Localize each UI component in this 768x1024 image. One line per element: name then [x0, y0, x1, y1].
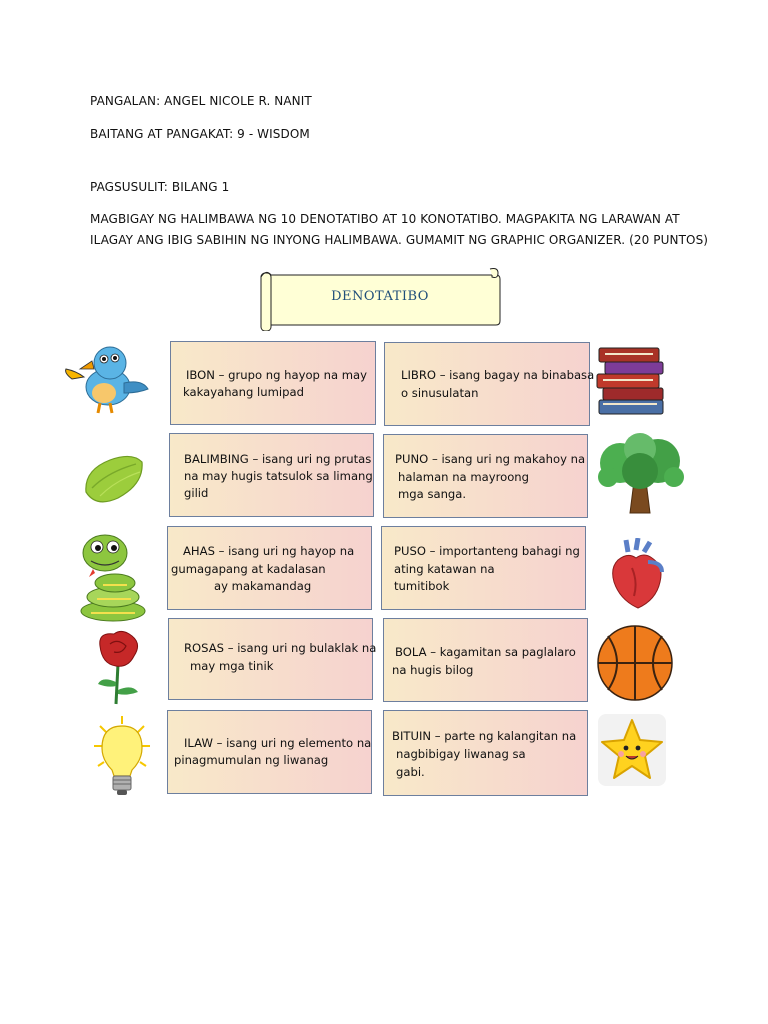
definition-line: nagbibigay liwanag sa: [396, 747, 526, 761]
definition-line: na may hugis tatsulok sa limang: [184, 469, 373, 483]
definition-line: PUNO – isang uri ng makahoy na: [395, 452, 586, 466]
definition-line: halaman na mayroong: [398, 470, 530, 484]
starfruit-icon: [80, 452, 146, 506]
definition-line: ROSAS – isang uri ng bulaklak na: [184, 641, 377, 655]
definition-line: kakayahang lumipad: [183, 385, 304, 399]
student-name: PANGALAN: ANGEL NICOLE R. NANIT: [90, 94, 312, 108]
definition-line: BOLA – kagamitan sa paglalaro: [395, 645, 576, 659]
organizer-title: DENOTATIBO: [331, 289, 429, 304]
definition-line: mga sanga.: [398, 487, 467, 501]
definition-line: pinagmumulan ng liwanag: [174, 753, 329, 767]
definition-box-bola: [383, 618, 588, 702]
definition-box-ahas: [167, 526, 372, 610]
title-scroll-banner: [258, 267, 502, 331]
bird-icon: [62, 343, 150, 419]
rose-icon: [92, 630, 144, 706]
quiz-number: PAGSUSULIT: BILANG 1: [90, 180, 230, 194]
instruction-line-2: ILAGAY ANG IBIG SABIHIN NG INYONG HALIMBAWA. GUMAMIT NG GRAPHIC ORGANIZER. (20 PUNTOS): [90, 233, 709, 247]
instruction-line-1: MAGBIGAY NG HALIMBAWA NG 10 DENOTATIBO AT 10 KONOTATIBO. MAGPAKITA NG LARAWAN AT: [90, 212, 680, 226]
definition-line: ating katawan na: [394, 562, 495, 576]
definition-line: BITUIN – parte ng kalangitan na: [392, 729, 577, 743]
definition-box-puno: [383, 434, 588, 518]
definition-box-ilaw: [167, 710, 372, 794]
definition-line: may mga tinik: [190, 659, 274, 673]
definition-box-puso: [381, 526, 586, 610]
definition-line: gilid: [184, 486, 209, 500]
definition-line: BALIMBING – isang uri ng prutas: [184, 452, 372, 466]
definition-line: gabi.: [396, 765, 425, 779]
definition-line: gumagapang at kadalasan: [171, 562, 326, 576]
definition-box-bituin: [383, 710, 588, 796]
tree-icon: [594, 433, 686, 515]
star-icon: [596, 712, 668, 788]
grade-section: BAITANG AT PANGAKAT: 9 - WISDOM: [90, 127, 310, 141]
definition-line: na hugis bilog: [392, 663, 474, 677]
definition-box-libro: [384, 342, 595, 426]
basketball-icon: [596, 624, 674, 702]
definition-line: ILAW – isang uri ng elemento na: [184, 736, 372, 750]
definition-box-ibon: [170, 341, 376, 425]
definition-box-balimbing: [169, 433, 374, 517]
books-icon: [593, 344, 671, 420]
lightbulb-icon: [86, 714, 158, 800]
heart-icon: [608, 538, 666, 610]
definition-line: tumitibok: [394, 579, 450, 593]
definition-line: AHAS – isang uri ng hayop na: [183, 544, 355, 558]
snake-icon: [77, 531, 149, 623]
definition-line: o sinusulatan: [401, 386, 479, 400]
definition-line: PUSO – importanteng bahagi ng: [394, 544, 580, 558]
definition-line: IBON – grupo ng hayop na may: [186, 368, 367, 382]
definition-box-rosas: [168, 618, 377, 700]
definition-line: LIBRO – isang bagay na binabasa: [401, 368, 595, 382]
definition-line: ay makamandag: [214, 579, 312, 593]
